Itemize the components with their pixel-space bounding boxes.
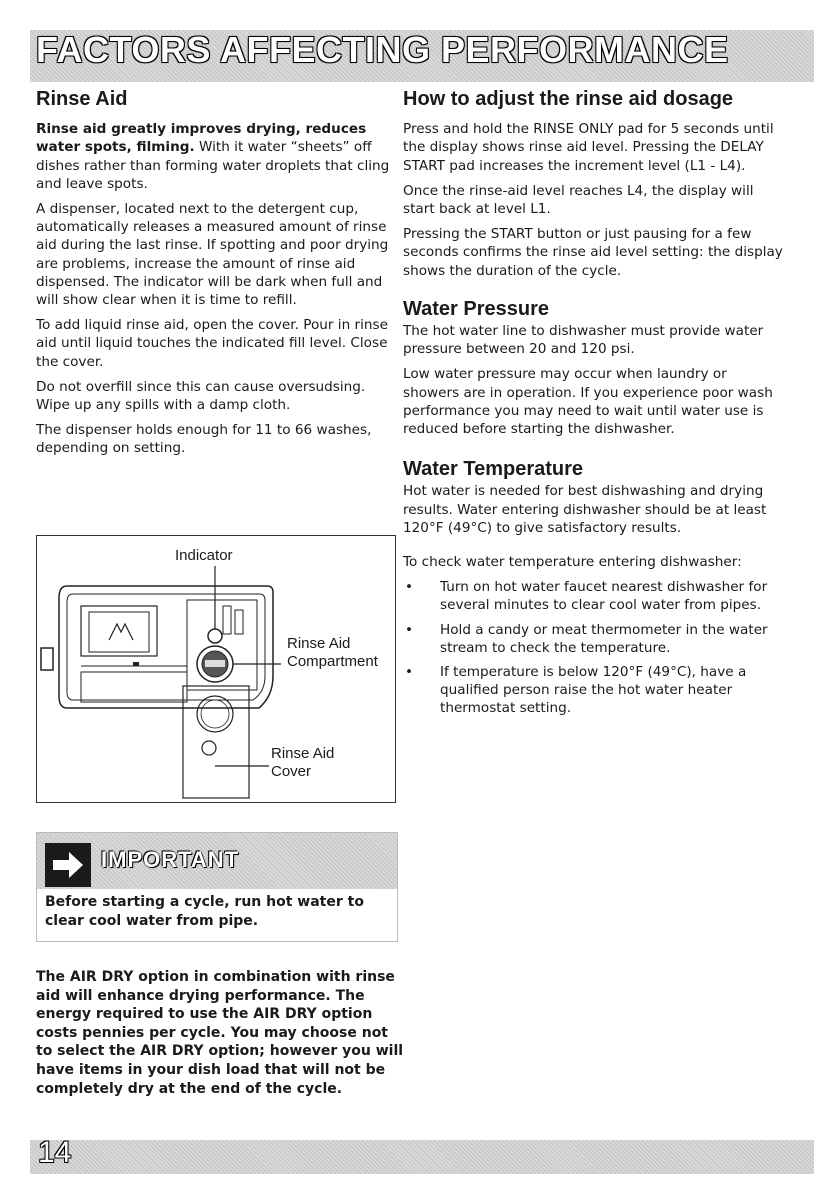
latch bbox=[41, 648, 53, 670]
rinse-aid-overfill-paragraph: Do not overfill since this can cause oversudsing. Wipe up any spills with a damp cloth. bbox=[36, 378, 366, 414]
cover-label-line2: Cover bbox=[271, 763, 312, 780]
rinse-aid-intro-bold: Rinse aid greatly improves drying, reduces water spots, filming. bbox=[36, 121, 367, 156]
cover-small-circle bbox=[202, 741, 216, 755]
list-item: • If temperature is below 120°F (49°C), have a qualified person raise the hot water heater thermostat setting. bbox=[403, 663, 783, 718]
water-temperature-p2: To check water temperature entering dishwasher: bbox=[403, 554, 742, 571]
rinse-aid-dispenser-paragraph: A dispenser, located next to the detergent cup, automatically releases a measured amount of rinse aid during the last rinse. If spotting and poor drying are problems, increase the amount of rinse aid dispensed. The indicator will be dark when full and will show clear when it is time to refill. bbox=[36, 201, 389, 309]
slot-top-2 bbox=[235, 610, 243, 634]
page-number: 14 bbox=[38, 1136, 72, 1169]
slot-top bbox=[223, 606, 231, 634]
page-title: FACTORS AFFECTING PERFORMANCE bbox=[36, 29, 729, 70]
adjust-dosage-p2: Once the rinse-aid level reaches L4, the display will start back at level L1. bbox=[403, 182, 754, 218]
right-column bbox=[403, 88, 783, 724]
important-title: IMPORTANT bbox=[101, 847, 240, 872]
air-dry-note: The AIR DRY option in combination with rinse aid will enhance drying performance. The energy required to use the AIR DRY option costs pennies per cycle. You may choose not to select the AIR DRY option; however you will have items in your dish load that will not be completely dry at the end of the cycle. bbox=[36, 969, 404, 1097]
adjust-dosage-p3: Pressing the START button or just pausing for a few seconds confirms the rinse aid level setting: the display shows the duration of the cycle. bbox=[403, 226, 783, 279]
rinse-aid-heading: Rinse Aid bbox=[36, 88, 128, 110]
water-temperature-p1: Hot water is needed for best dishwashing and drying results. Water entering dishwasher should be at least 120°F (49°C) to give satisfactory results. bbox=[403, 483, 767, 536]
rinse-aid-add-paragraph: To add liquid rinse aid, open the cover. Pour in rinse aid until liquid touches the indicated fill level. Close the cover. bbox=[36, 317, 388, 370]
water-temperature-steps bbox=[403, 578, 783, 717]
important-text: Before starting a cycle, run hot water to clear cool water from pipe. bbox=[45, 894, 364, 929]
list-item: • Turn on hot water faucet nearest dishwasher for several minutes to clear cool water from pipes. bbox=[403, 578, 783, 614]
compartment-label-line1: Rinse Aid bbox=[287, 635, 351, 652]
dispenser-illustration bbox=[37, 536, 395, 802]
adjust-dosage-p1: Press and hold the RINSE ONLY pad for 5 seconds until the display shows rinse aid level. Pressing the DELAY START pad increases the increment level (L1 - L4). bbox=[403, 121, 774, 174]
rinse-aid-dispenser-diagram bbox=[36, 535, 396, 803]
left-column bbox=[36, 88, 396, 465]
cover-dial bbox=[197, 696, 233, 732]
cup-lid bbox=[81, 672, 187, 702]
footer-bar bbox=[30, 1140, 814, 1174]
cup-tab bbox=[133, 662, 139, 666]
rinse-aid-intro bbox=[36, 120, 396, 193]
list-item: • Hold a candy or meat thermometer in the water stream to check the temperature. bbox=[403, 621, 783, 657]
water-pressure-p2: Low water pressure may occur when laundry or showers are in operation. If you experience poor wash performance you may need to wait until water use is reduced before starting the dishwasher. bbox=[403, 366, 773, 438]
arrow-right-icon bbox=[45, 843, 91, 887]
water-pressure-heading: Water Pressure bbox=[403, 297, 549, 320]
detergent-cup bbox=[81, 606, 157, 656]
compartment-knob-marker bbox=[205, 660, 225, 667]
important-notice bbox=[36, 832, 398, 942]
rinse-aid-intro-rest: With it water “sheets” off dishes rather than forming water droplets that cling and leave spots. bbox=[36, 139, 390, 192]
cover-label-line1: Rinse Aid bbox=[271, 745, 335, 762]
indicator-label: Indicator bbox=[175, 547, 233, 564]
adjust-dosage-heading: How to adjust the rinse aid dosage bbox=[403, 88, 734, 110]
detergent-cup-inner bbox=[89, 612, 149, 652]
indicator-circle bbox=[208, 629, 222, 643]
logo-mark bbox=[109, 624, 133, 640]
water-pressure-p1: The hot water line to dishwasher must provide water pressure between 20 and 120 psi. bbox=[403, 323, 764, 358]
cover-plate bbox=[183, 686, 249, 798]
compartment-label-line2: Compartment bbox=[287, 653, 378, 670]
arrow-right-icon-svg bbox=[45, 843, 91, 887]
rinse-aid-capacity-paragraph: The dispenser holds enough for 11 to 66 washes, depending on setting. bbox=[36, 422, 372, 457]
cover-dial-inner bbox=[201, 700, 229, 728]
water-temperature-heading: Water Temperature bbox=[403, 458, 584, 481]
